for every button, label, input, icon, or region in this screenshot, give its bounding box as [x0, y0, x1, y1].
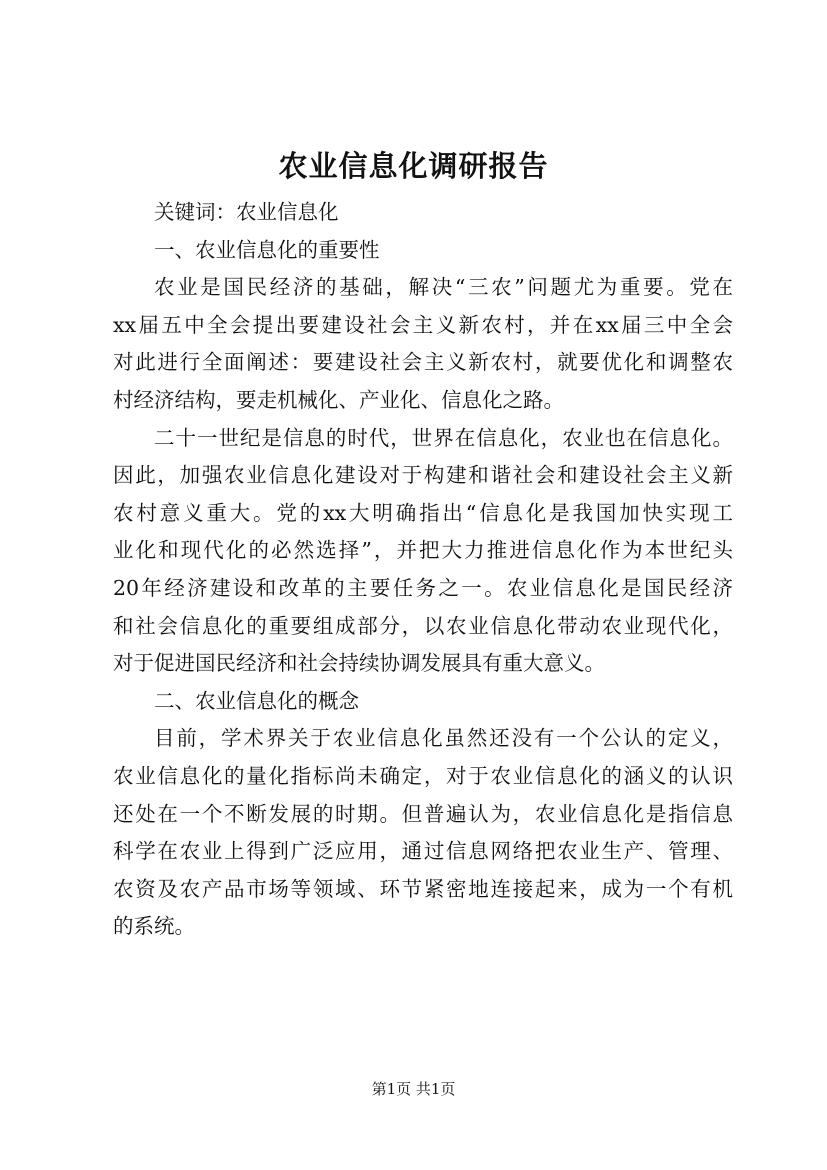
paragraph-line: 科学在农业上得到广泛应用，通过信息网络把农业生产、管理、: [113, 839, 733, 864]
paragraph-line: 对于促进国民经济和社会持续协调发展具有重大意义。: [113, 651, 605, 676]
paragraph-importance-1: [113, 269, 733, 419]
paragraph-line: 的系统。: [113, 914, 195, 939]
paragraph-line: 和社会信息化的重要组成部分，以农业信息化带动农业现代化，: [113, 613, 733, 638]
keywords-line: 关键词：农业信息化: [154, 200, 339, 224]
paragraph-line: 农资及农产品市场等领域、环节紧密地连接起来，成为一个有机: [113, 876, 733, 901]
document-body: [113, 194, 733, 946]
paragraph-line: 农业是国民经济的基础，解决“三农”问题尤为重要。党在: [154, 275, 733, 300]
paragraph-line: 村经济结构，要走机械化、产业化、信息化之路。: [113, 387, 564, 412]
paragraph-line: 农业信息化的量化指标尚未确定，对于农业信息化的涵义的认识: [113, 763, 733, 788]
page-footer: 第1页 共1页: [371, 1080, 456, 1098]
paragraph-line: 对此进行全面阐述：要建设社会主义新农村，就要优化和调整农: [113, 350, 733, 375]
paragraph-line: 业化和现代化的必然选择”，并把大力推进信息化作为本世纪头: [113, 538, 733, 563]
paragraph-importance-2: [113, 420, 733, 683]
paragraph-line: xx届五中全会提出要建设社会主义新农村，并在xx届三中全会: [113, 312, 733, 337]
document-title: 农业信息化调研报告: [278, 149, 549, 183]
paragraph-line: 因此，加强农业信息化建设对于构建和谐社会和建设社会主义新: [113, 463, 733, 488]
section-heading-concept: 二、农业信息化的概念: [154, 688, 359, 713]
paragraph-line: 目前，学术界关于农业信息化虽然还没有一个公认的定义，: [154, 726, 733, 751]
paragraph-line: 农村意义重大。党的xx大明确指出“信息化是我国加快实现工: [113, 500, 733, 525]
paragraph-line: 20年经济建设和改革的主要任务之一。农业信息化是国民经济: [113, 575, 733, 600]
section-heading-importance: 一、农业信息化的重要性: [154, 237, 380, 262]
paragraph-line: 二十一世纪是信息的时代，世界在信息化，农业也在信息化。: [154, 425, 733, 450]
paragraph-concept-1: [113, 720, 733, 946]
paragraph-line: 还处在一个不断发展的时期。但普遍认为，农业信息化是指信息: [113, 801, 733, 826]
